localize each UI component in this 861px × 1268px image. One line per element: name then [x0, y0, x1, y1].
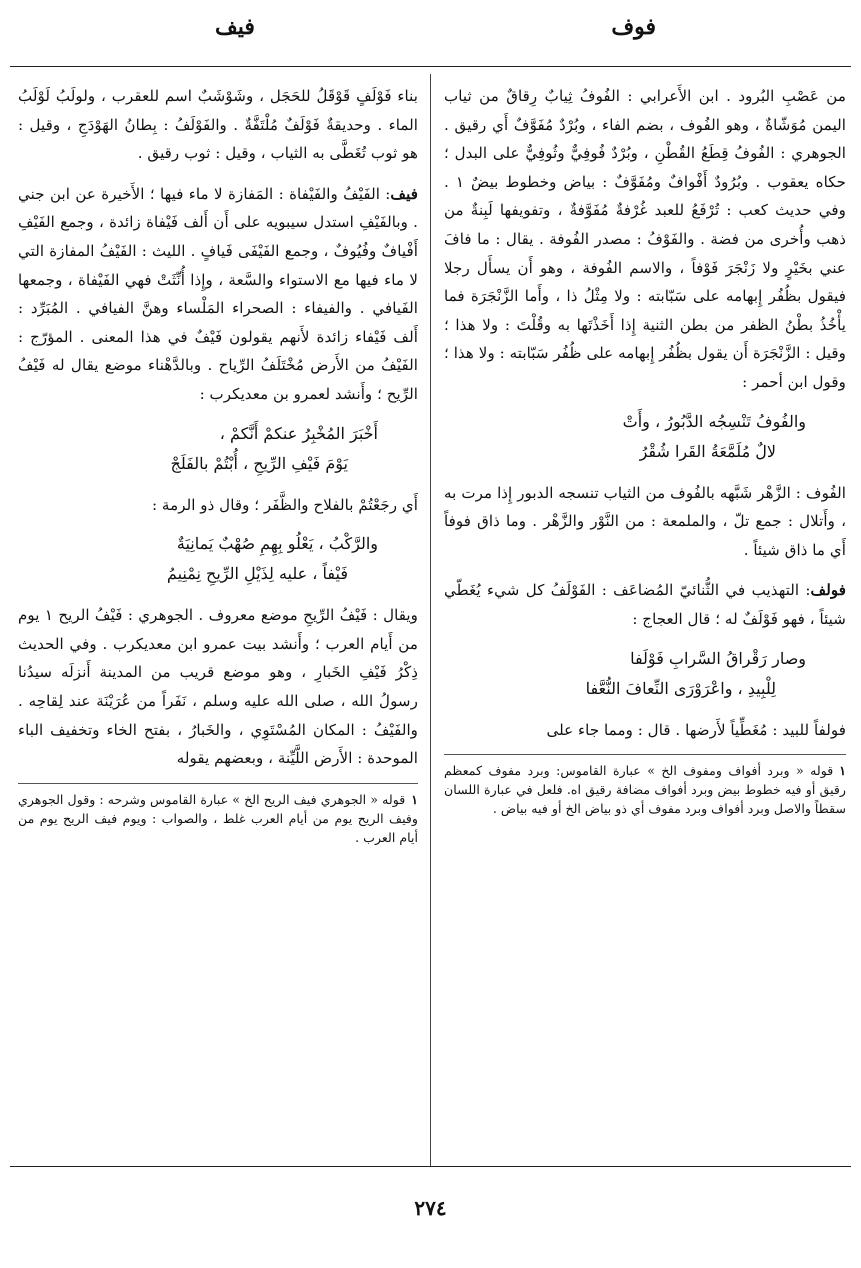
- bottom-rule: [10, 1166, 851, 1167]
- right-footnote: [444, 761, 846, 818]
- left-poem-1: [18, 419, 418, 479]
- entry-fawlaf-text: : التهذيب في الثُّنائيّ المُضاعَف : الفَوْلَفُ كل شيء يُغَطّي شيئاً ، فهو فَوْلَفٌ له ؛ قال العجاج :: [444, 581, 846, 628]
- right-para-4: فولفاً للبيد : مُغَطِّياً لأَرضها . قال : ومما جاء على: [546, 720, 846, 739]
- right-footnote-rule: [444, 754, 846, 755]
- entry-fayf-text: : الفَيْفُ والفَيْفاة : المَفازة لا ماء فيها ؛ الأَخيرة عن ابن جني . وبالفَيْفِ استدل سيبويه على أَن أَلف فَيْفاة زائدة ، وجمع الفَيْفِ أَفْيافٌ وفُيُوفٌ ، وجمع الفَيْفَى فَيافٍ . الليث : الفَيْفُ المفازة التي لا ماء فيها مع الاستواء والسَّعة ، وإِذا أُنِّثَتْ فهي الفَيْفاة ، وجمعها الفَيافي . والفيفاء : الصحراء المَلْساء وهنَّ الفيافي . المُبَرِّد : أَلف فَيْفاء زائدة لأَنهم يقولون فَيْفٌ في هذا المعنى . المؤرّج : الفَيْفُ من الأَرض مُخْتَلَفُ الرِّياح . وبالدَّهْناء موضع يقال له فَيْفُ الرِّيح ؛ وأَنشد لعمرو بن معديكرب :: [18, 184, 418, 403]
- right-poem-2-verse-2: لِلْبِيدِ ، واعْرَوْرَى النِّعافَ النُّعَّفا: [585, 678, 776, 698]
- left-poem-1-verse-2: يَوْمَ فَيْفِ الرِّيحِ ، أُبْتُمْ بالفَلَجْ: [170, 453, 348, 473]
- column-divider: [430, 74, 431, 1166]
- left-para-4: ويقال : فَيْفُ الرِّيحِ موضع معروف . الجوهري : فَيْفُ الريح ١ يوم من أَيام العرب ؛ وأَنشد بيت عمرو ابن معديكرب . وفي الحديث ذِكْرُ فَيْفِ الخَبارِ ، وهو موضع قريب من المدينة أَنزلَه سيدُنا رسولُ الله ، صلى الله عليه وسلم ، نَفَراً من عُرَيْنَة عند لِقاحِه . والفَيْفُ : المكان المُسْتَوِي ، والخَبارُ ، بفتح الخاء وتخفيف الباء الموحدة : الأَرض اللَّيِّنة ، وبعضهم يقوله: [18, 606, 418, 768]
- left-footnote-text: قوله « الجوهري فيف الريح الخ » عبارة القاموس وشرحه : وقول الجوهري وفيف الريح يوم من أيام العرب غلط ، والصواب : ويوم فيف الريح يوم من أيام العرب .: [18, 791, 418, 845]
- left-poem-1-verse-1: أَخْبَرَ المُخْبِرُ عنكمْ أَنَّكمْ ،: [219, 423, 378, 443]
- right-poem-1: [444, 407, 846, 467]
- left-footnote: [18, 790, 418, 847]
- right-para-2: الفُوف : الزَّهْر شَبَّهه بالفُوف من الثياب تنسجه الدبور إِذا مرت به ، وأَتلال : جمع تلّ ، والملمعة : من النَّوْر والزَّهْر . وما ذاق فوفاً أَي ما ذاق شيئاً .: [444, 483, 846, 559]
- left-poem-2-verse-2: فَيْفاً ، عليه لِذَيْلِ الرِّيحِ نِمْنِيمُ: [166, 564, 348, 584]
- right-footnote-text: قوله « وبرد أفواف ومفوف الخ » عبارة القاموس: وبرد مفوف كمعظم رقيق أو فيه خطوط بيض وبرد أفواف مضافة رقيق اه. فلعل في عبارة اللسان سقطاً والاصل وبرد أفواف وبرد مفوف أي ذو بياض الخ أو فيه بياض .: [444, 763, 846, 817]
- top-rule: [10, 66, 851, 67]
- left-footnote-rule: [18, 783, 418, 784]
- left-column: [18, 82, 418, 850]
- entry-fawlaf: [444, 576, 846, 633]
- left-poem-2-verse-1: والرَّكْبُ ، يَعْلُو بِهِمِ صُهْبٌ يَمانِيَةٌ: [176, 534, 378, 554]
- headword-fayf: فيف: [390, 184, 418, 203]
- right-para-1: من عَصْبِ البُرود . ابن الأَعرابي : الفُوفُ ثِيابٌ رِقاقٌ من ثياب اليمن مُوَشّاةٌ ، وهو الفُوف ، بضم الفاء ، وبُرْدٌ مُفَوَّفٌ أَي رقيق . الجوهري : الفُوفُ قِطَعُ القُطْنِ ، وبُرْدٌ فُوفِيٌّ وثُوفِيٌّ على البدل ؛ حكاه يعقوب . وبُرُودٌ أَفْوافٌ ومُفَوَّفٌ : بياض وخطوط بيضٌ ١ . وفي حديث كعب : تُرْفَعُ للعبد غُرْفةٌ مُفَوَّفةٌ ، وتفويفها لَبِنةٌ من ذهب وأُخرى من فضة . والفَوْفُ : مصدر الفُوفة . يقال : ما فافَ عني بخَيْرٍ ولا زَنْجَرَ فَوْفاً ، والاسم الفُوفة ، وهو أَن يسأَل رجلا فيقول بظُفُر إِبهامه على سَبّابته : ولا مِثْلُ ذا ، وأَما الزَّنْجَرَة فما يأْخُذُ بطْنُ الظفر من بطن الثنية إِذا أَخَذْتَها به وقُلْتَ : ولا هذا ؛ وقيل : الزَّنْجَرَة أَن يقول بظُفُر إِبهامه على ظُفُر سَبّابته : ولا هذا ؛ وقول ابن أحمر :: [444, 87, 846, 391]
- left-poem-2: [18, 529, 418, 589]
- page-number: ٢٧٤: [414, 1196, 447, 1220]
- headword-fawlaf: فولف: [810, 581, 846, 600]
- left-para-1: بناء فَوْلَفٍ قَوْقَلُ للحَجَل ، وشَوْشَبٌ اسم للعقرب ، ولولَبُ لَوْلَبُ الماء . وحديقةٌ فَوْلَفٌ مُلْتَفَّةٌ . والفَوْلَفُ : بِطانُ الهَوْدَجِ ، وقيل : هو ثوب تُغَطَّى به الثياب ، وقيل : ثوب رقيق .: [18, 87, 418, 163]
- right-poem-1-verse-1: والفُوفُ تَنْسِجُه الدَّبُورُ ، وأَتْ: [622, 411, 806, 431]
- right-poem-2-verse-1: وصار رَقْراقُ السَّرابِ فَوْلَفا: [630, 648, 806, 668]
- left-para-3: أَي رجَعْتُمْ بالفلاح والظَّفَر ؛ وقال ذو الرمة :: [151, 495, 418, 514]
- left-footnote-number: ١: [411, 791, 418, 807]
- right-footnote-number: ١: [839, 763, 846, 779]
- header-left-word: فيف: [215, 14, 255, 40]
- right-column: [444, 82, 846, 821]
- right-poem-1-verse-2: لالٌ مُلَمَّعَةُ القَرا شُقْرُ: [639, 441, 776, 461]
- entry-fayf: [18, 180, 418, 409]
- right-poem-2: [444, 644, 846, 704]
- header-right-word: فوف: [611, 14, 656, 40]
